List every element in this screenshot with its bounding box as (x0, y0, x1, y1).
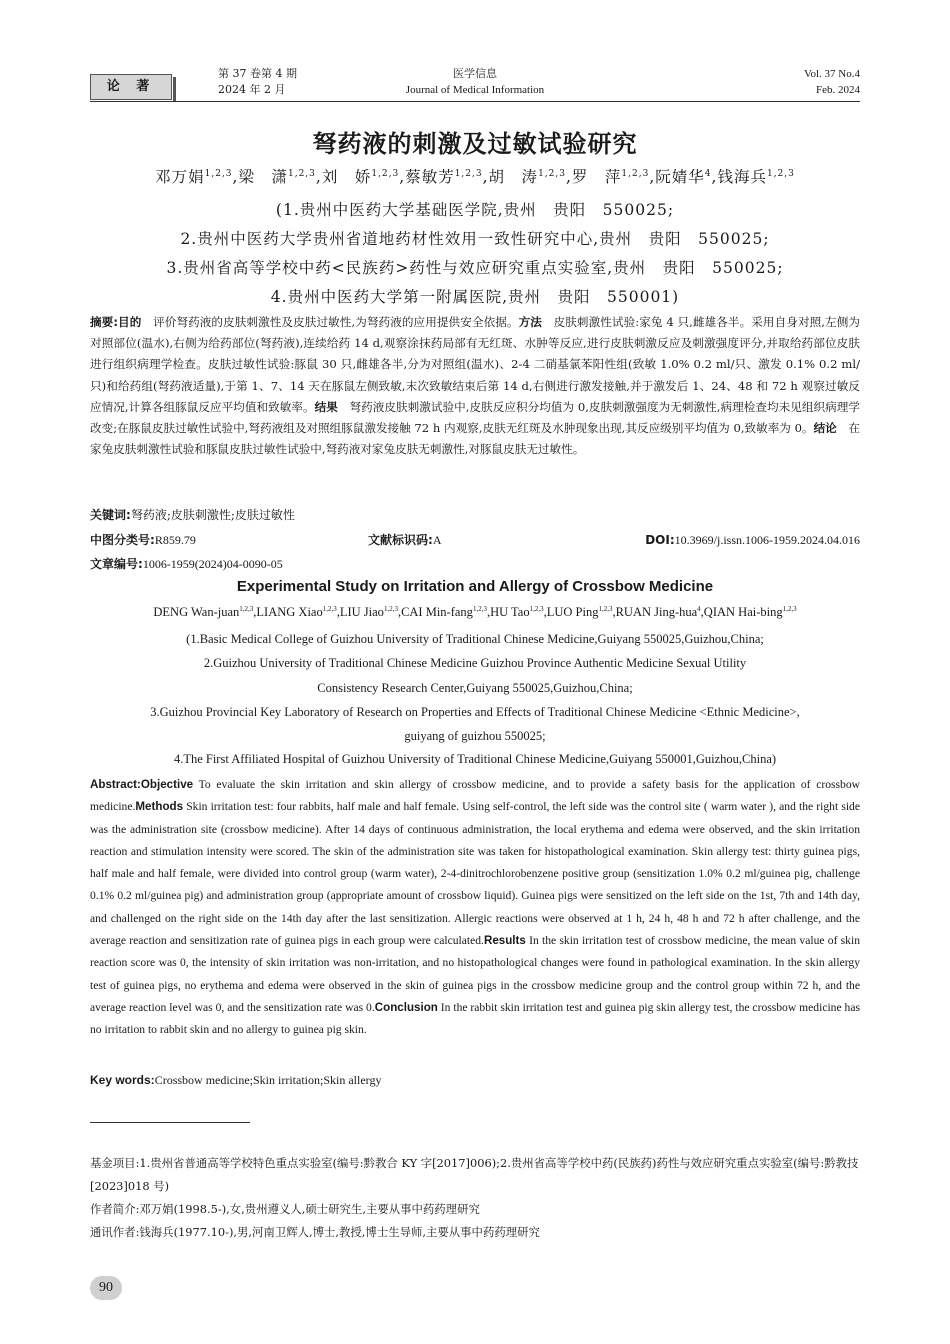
volume-issue-en (804, 66, 860, 98)
journal-name (90, 66, 860, 98)
author-cn: 钱海兵$^{1,2,3}$ (717, 168, 795, 186)
keywords-en-label: Key words: (90, 1073, 155, 1087)
footnotes (90, 1152, 860, 1244)
page-number: 90 (90, 1276, 122, 1300)
abstract-en (90, 774, 860, 1042)
doi: DOI:10.3969/j.issn.1006-1959.2024.04.016 (645, 533, 860, 547)
author-cn: 邓万娟$^{1,2,3}$ (155, 168, 233, 186)
affiliation-en-2b: Consistency Research Center,Guiyang 550025,Guizhou,China; (317, 681, 633, 695)
abstract-cn (90, 312, 860, 460)
objective-label: 目的 (117, 315, 142, 329)
results-text: 弩药液皮肤刺激试验中,皮肤反应积分均值为 0,皮肤刺激强度为无刺激性,病理检查均未见组织病理学改变;在豚鼠皮肤过敏性试验中,弩药液组及对照组豚鼠激发接触 72 h 内观察,皮肤无红斑及水肿现象出现,其反应级别平均值为 0,致敏率为 0。 (90, 399, 860, 436)
funding-note: 基金项目:1.贵州省普通高等学校特色重点实验室(编号:黔教合 KY 字[2017]006);2.贵州省高等学校中药(民族药)药性与效应研究重点实验室(编号:黔教技[2023]018 号) (90, 1156, 859, 1193)
results-en-label: Results (483, 934, 526, 948)
header-rule (90, 101, 860, 102)
classification-row (90, 530, 860, 550)
conclusion-en-text: In the rabbit skin irritation test and guinea pig skin allergy test, the crossbow medicine has no irritation to rabbit skin and no allergy to guinea pig skin. (90, 1000, 860, 1037)
affiliation-en-3b: guiyang of guizhou 550025; (404, 729, 546, 743)
results-en-text: In the skin irritation test of crossbow medicine, the mean value of skin reaction score was 0, the intensity of skin irritation was non-irritation, and no histopathological changes were found in pathological examination. In the skin allergy test of guinea pigs, no erythema and edema were observed in the skin of guinea pigs in the crossbow medicine group and the control group within 72 h, and the average reaction level was 0, and the sensitization rate was 0. (90, 934, 861, 1014)
author-en: HU Tao$^{1,2,3}$ (490, 605, 544, 620)
article-number: 文章编号:1006-1959(2024)04-0090-05 (90, 557, 283, 571)
methods-label: 方法 (518, 315, 542, 329)
objective-en-text: To evaluate the skin irritation and skin allergy of crossbow medicine, and to provide a safety basis for the application of crossbow medicine. (90, 778, 860, 814)
author-en: DENG Wan-juan$^{1,2,3}$ (153, 605, 254, 620)
author-cn: 刘 娇$^{1,2,3}$ (321, 168, 400, 186)
keywords-label: 关键词: (90, 508, 131, 522)
affiliation-cn-1: (1.贵州中医药大学基础医学院,贵州 贵阳 550025; (275, 201, 675, 219)
journal-name-en: Journal of Medical Information (405, 84, 545, 96)
document-code: 文献标识码:A (368, 533, 442, 547)
keywords-en (90, 1070, 860, 1090)
conclusion-text: 在家兔皮肤刺激性试验和豚鼠皮肤过敏性试验中,弩药液对家兔皮肤无刺激性,对豚鼠皮肤无过敏性。 (90, 421, 860, 457)
date-en: Feb. 2024 (816, 84, 860, 96)
keywords-value: 弩药液;皮肤刺激性;皮肤过敏性 (130, 508, 295, 522)
methods-en-label: Methods (135, 800, 184, 814)
author-en: CAI Min-fang$^{1,2,3}$ (401, 605, 487, 620)
objective-en-label: Objective (140, 778, 194, 791)
conclusion-label: 结论 (813, 421, 837, 436)
title-cn: 弩药液的刺激及过敏试验研究 (312, 129, 638, 158)
journal-header (90, 64, 860, 102)
author-en: QIAN Hai-bing$^{1,2,3}$ (703, 605, 797, 620)
methods-text: 皮肤刺激性试验:家兔 4 只,雌雄各半。采用自身对照,左侧为对照部位(温水),右侧为给药部位(弩药液),连续给药 14 d,观察涂抹药局部有无红斑、水肿等反应,进行皮肤刺激反应及刺激强度评分,并取给药部位皮肤进行组织病理学检查。皮肤过敏性试验:豚鼠 30 只,雌雄各半,分为对照组(温水)、2-4 二硝基氯苯阳性组(致敏 1.0% 0.2 ml/只、激发 0.1% 0.2 ml/只)和给药组(弩药液适量),于第 1、7、14 天在豚鼠左侧致敏,末次致敏结束后第 14 d,右侧进行激发接触,并于激发后 1、24、48 和 72 h 观察过敏反应情况,计算各组豚鼠反应平均值和致敏率。 (90, 315, 860, 414)
author-en: LUO Ping$^{1,2,3}$ (546, 605, 613, 620)
authors-cn: 邓万娟$^{1,2,3}$,梁 潇$^{1,2,3}$,刘 娇$^{1,2,3}$,蔡敏芳$^{1,2,3}$,胡 涛$^{1,2,3}$,罗 萍$^{1,2,3}$,阮婧华$^4$,钱海兵$^{1,2,3}$ (155, 168, 795, 186)
author-cn: 阮婧华$^4$ (655, 168, 712, 186)
author-cn: 梁 潇$^{1,2,3}$ (238, 168, 316, 186)
author-en: LIANG Xiao$^{1,2,3}$ (256, 605, 337, 620)
affiliation-en-3a: 3.Guizhou Provincial Key Laboratory of Research on Properties and Effects of Traditional Chinese Medicine <Ethnic Medicine>, (150, 705, 800, 719)
author-en: LIU Jiao$^{1,2,3}$ (339, 605, 398, 620)
affiliation-en-4: 4.The First Affiliated Hospital of Guizhou University of Traditional Chinese Medicine,Guiyang 550001,Guizhou,China) (173, 752, 777, 766)
affiliation-cn-2: 2.贵州中医药大学贵州省道地药材性效用一致性研究中心,贵州 贵阳 550025; (180, 230, 770, 248)
section-tag: 论 著 (90, 74, 172, 100)
keywords-cn (90, 505, 860, 525)
volume-en: Vol. 37 No.4 (803, 68, 860, 80)
volume-cn: 第 37 卷第 4 期 (218, 67, 297, 80)
affiliation-en-1: (1.Basic Medical College of Guizhou University of Traditional Chinese Medicine,Guiyang 550025,Guizhou,China; (186, 632, 764, 646)
affiliation-en-2a: 2.Guizhou University of Traditional Chinese Medicine Guizhou Province Authentic Medicine Sexual Utility (203, 656, 747, 670)
abstract-label: 摘要: (90, 315, 118, 329)
objective-text: 评价弩药液的皮肤刺激性及皮肤过敏性,为弩药液的应用提供安全依据。 (141, 315, 519, 329)
title-en: Experimental Study on Irritation and Allergy of Crossbow Medicine (236, 578, 714, 595)
clc: 中图分类号:R859.79 (90, 533, 196, 547)
methods-en-text: Skin irritation test: four rabbits, half male and half female. Using self-control, the left side was the control site ( warm water ), and the right side was the administration site (crossbow medicine). After 14 days of continuous administration, the local erythema and edema were observed, and the skin irritation reaction and stimulation intensity were scored. The skin of the administration site was taken for histopathological examination. Skin allergy test: thirty guinea pigs, half male and half female, were divided into control group (warm water), 2-4-dinitrochlorobenzene positive group (sensitization 1.0% 0.2 ml/guinea pig, challenge 0.1% 0.2 ml/guinea pig) and administration group (appropriate amount of crossbow liquid). Guinea pigs were sensitized on the left side on the 1st, 7th and 14th day, and challenged on the right side on the 14th day after the last sensitization. Allergic reactions were observed at 1 h, 24 h, 48 h and 72 h after challenge, and the average reaction and sensitization rate of guinea pigs in each group were calculated. (90, 800, 860, 948)
date-cn: 2024 年 2 月 (218, 83, 286, 96)
author-bio-note: 作者简介:邓万娟(1998.5-),女,贵州遵义人,硕士研究生,主要从事中药药理研究 (90, 1202, 480, 1216)
results-label: 结果 (314, 399, 338, 414)
abstract-en-label: Abstract: (90, 778, 141, 791)
author-cn: 罗 萍$^{1,2,3}$ (571, 168, 650, 186)
footnote-rule (90, 1122, 250, 1123)
author-en: RUAN Jing-hua$^4$ (615, 605, 701, 620)
keywords-en-value: Crossbow medicine;Skin irritation;Skin allergy (154, 1073, 382, 1087)
volume-issue-cn (218, 66, 297, 98)
authors-en: DENG Wan-juan$^{1,2,3}$,LIANG Xiao$^{1,2,3}$,LIU Jiao$^{1,2,3}$,CAI Min-fang$^{1,2,3}$,HU Tao$^{1,2,3}$,LUO Ping$^{1,2,3}$,RUAN Jing-hua$^4$,QIAN Hai-bing$^{1,2,3}$ (153, 605, 797, 620)
conclusion-en-label: Conclusion (374, 1000, 438, 1014)
affiliation-cn-4: 4.贵州中医药大学第一附属医院,贵州 贵阳 550001) (270, 288, 680, 306)
journal-name-cn: 医学信息 (453, 67, 497, 80)
corresponding-author-note: 通讯作者:钱海兵(1977.10-),男,河南卫辉人,博士,教授,博士生导师,主要从事中药药理研究 (90, 1225, 540, 1239)
affiliation-cn-3: 3.贵州省高等学校中药<民族药>药性与效应研究重点实验室,贵州 贵阳 550025; (166, 259, 784, 277)
author-cn: 胡 涛$^{1,2,3}$ (488, 168, 566, 186)
author-cn: 蔡敏芳$^{1,2,3}$ (405, 168, 483, 186)
